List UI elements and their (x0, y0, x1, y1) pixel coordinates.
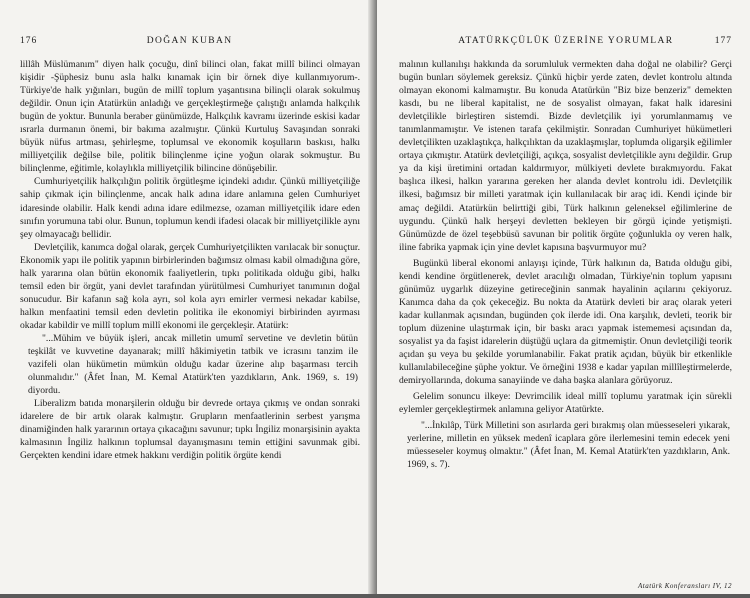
page-footer: Atatürk Konferansları IV, 12 (638, 582, 732, 590)
paragraph: malının kullanılışı hakkında da sorumluluk vermekten daha doğal ne olabilir? Gerçi bugün bunları söylemek gereksiz. Çünkü hiçbir yerde zaten, devlet kontrolu altında olmayan ekonomi kalmamıştır. Bu konuda Atatürkün "Biz bize benzeriz" demekten kasdı, bu ne liberal kapitalist, ne de sosyalist olmayan, fakat halk idaresini devletçilikle birleştiren sistemdi. Bizde devletçilik iyi yorumlanmamış ve tanımlanmamıştır. Ve istenen tarafa çekilmiştir. Sonradan Cumhuriyet hükümetleri devletçilikten uzaklaştıkça, halkçılıktan da uzaklaşmışlar, toplumda oligarşik eğilimler ortaya çıkmıştır. Atatürk devletçiliği, açıkça, sosyalist devletçilikle aynı değildir. Grup ya da kişi üretimini ortadan kaldırmıyor, mülkiyeti devlete bırakmıyordu. Fakat başlıca ilkesi, halkın yararına gereken her alanda devlet kontrolu idi. Devletçilik ilkesi, bağımsız bir milleti yaratmak için kullanılacak bir araç idi. Kendi içinde bir amaç değildi. Atatürkün belirttiği gibi, Türk halkının geleneksel eğilimlerine de uygundu. Çünkü halk herşeyi devletten bekleyen bir görgü içinde yetişmişti. Günümüzde de özel teşebbüsü savunan bir politik örgüte çoğunlukla oy veren halk, iline fabrika yapmak için yine devlet kapısına başvurmuyor mu? (399, 59, 732, 253)
left-page-header (20, 36, 360, 46)
paragraph: Cumhuriyetçilik halkçılığın politik örgütleşme içindeki adıdır. Çünkü milliyetçiliğe sahip çıkmak için bilinçlenme, ancak halk adına idare anlamına gelen Cumhuriyet idaresinde olabilir. Halk kendi adına idare edilmezse, ozaman milliyetçilik idare eden sınıfın yorumuna tabi olur. Bunun, toplumun kendi ifadesi olacak bir milliyetçilikle aynı şey olmayacağı bellidir. (20, 176, 360, 240)
paragraph: lillâh Müslümanım" diyen halk çocuğu, dinî bilinci olan, fakat millî bilinci olmayan kişidir -Şüphesiz bunu asla halkı kınamak için bir örnek diye kullanmıyorum-. Türkiye'de halk yığınları, bugün de millî toplum yaşantısına bilinçli olarak sokulmuş değildir. Onun için Atatürkün anladığı ve gerçekleştirmeğe çalıştığı anlamda halkçılık bugün de yoktur. Bununla beraber günümüzde, Halkçılık kavramı üzerinde eskisi kadar ısrarla durmanın önemi, bir bakıma azalmıştır. Çünkü Kurtuluş Savaşından sonraki büyük nüfus artması, şehirleşme, toplumsal ve ekonomik koşulların baskısı, halkı milliyetçilik değilse bile, politik bilinçlenme içine yoğun olarak sokmuştur. Bu bilinçlenme, eğitimle, kolaylıkla milliyetçilik bilincine dönüşebilir. (20, 59, 360, 175)
paragraph: Devletçilik, kanımca doğal olarak, gerçek Cumhuriyetçilikten varılacak bir sonuçtur. Ekonomik yapı ile politik yapının birbirlerinden bağımsız olması kabil olmadığına göre, halk yararına olan bütün ekonomik faaliyetlerin, tıpkı politikada olduğu gibi, halkı temsil eden bir örgüt, yani devlet tarafından yürütülmesi Cumhuriyet tanımının doğal sonucudur. Bir kafanın sağ kola ayrı, sol kola ayrı emirler vermesi nekadar kabilse, halkın menfaatini temsil eden devletin politika ile ekonomiyi birbirinden ayırması okadar kabildir ve millî toplum millî ekonomi ile gerçekleşir. Atatürk: (20, 241, 360, 331)
page-number: 177 (714, 36, 732, 46)
paragraph: Liberalizm batıda monarşilerin olduğu bir devrede ortaya çıkmış ve ondan sonraki idarelere de bir artık olarak kalmıştır. Grupların menfaatlerinin serbest yarışma dinamiğinden halk yararının ortaya çıkacağını savunur; tıpkı İngiliz monarşisinin ayakta kalmasının İngiliz halkının toplumsal dayanışmasını temin ettiğini savunmak gibi. Gerçekten kendini idare etmek hakkını verdiğin politik örgüte kendi (20, 398, 360, 462)
paragraph: Gelelim sonuncu ilkeye: Devrimcilik ideal millî toplumu yaratmak için sürekli eylemler gerçekleştirmek anlamına geliyor Atatürkte. (399, 391, 732, 416)
right-page-header (399, 36, 732, 46)
paragraph: Bugünkü liberal ekonomi anlayışı içinde, Türk halkının da, Batıda olduğu gibi, kendi kendine örgütlenerek, devlet aracılığı olmadan, Türkiye'nin toplum yapısını günümüz uygarlık düzeyine getireceğinin sanmak hayalinin açılarını çekiyoruz. Kanımca daha da çok çekeceğiz. Bu nokta da Atatürk devleti bir araç olarak yeteri kadar kullanmak açısından, bugünden çok ilerde idi. Ona karşılık, devleti, teorik bir toplum düzenine ulaştırmak için, bir baskı aracı yapmak istememesi açısından da, sosyalist ya da faşist idarelerin düştüğü uçlara da gitmemiştir. Onun devletçiliği teorik açıdan şu veya bu şekilde yorumlanabilir. Fakat pratik açıdan, büyük bir etkenlikle kullanılabileceğine şüphe yoktur. Ve örneğini 1938 e kadar yapılan millîleştirmelerde, demiryollarında, dokuma sanayiinde ve daha başka alanlara görüyoruz. (399, 257, 732, 387)
page-shadow (0, 594, 750, 598)
quote-paragraph: "...İnkılâp, Türk Milletini son asırlarda geri bırakmış olan müesseseleri yıkarak, yerlerine, milletin en yüksek medenî icaplara göre ilerlemesini temin edecek yeni müesseseler koymuş olmaktır." (Âfet İnan, M. Kemal Atatürk'ten yazdıkların, Ank. 1969, s. 7). (407, 420, 730, 471)
page-number: 176 (20, 36, 38, 46)
right-page (377, 0, 750, 598)
quote-paragraph: "...Mühim ve büyük işleri, ancak milletin umumî servetine ve devletin bütün teşkilât ve kuvvetine dayanarak; millî hâkimiyetin tatbik ve icrasını tanzim ile vazifeli olan hükümetin mümkün olduğu kadar üzerine alıp başarması tercih olunmalıdır." (Âfet İnan, M. Kemal Atatürk'ten yazdıkların, Ank. 1969, s. 19) diyordu. (28, 332, 358, 397)
running-head: ATATÜRKÇÜLÜK ÜZERİNE YORUMLAR (458, 36, 674, 46)
right-page-text (399, 58, 732, 471)
left-page-text (20, 58, 360, 462)
left-page (0, 0, 374, 598)
running-head: DOĞAN KUBAN (146, 36, 233, 46)
